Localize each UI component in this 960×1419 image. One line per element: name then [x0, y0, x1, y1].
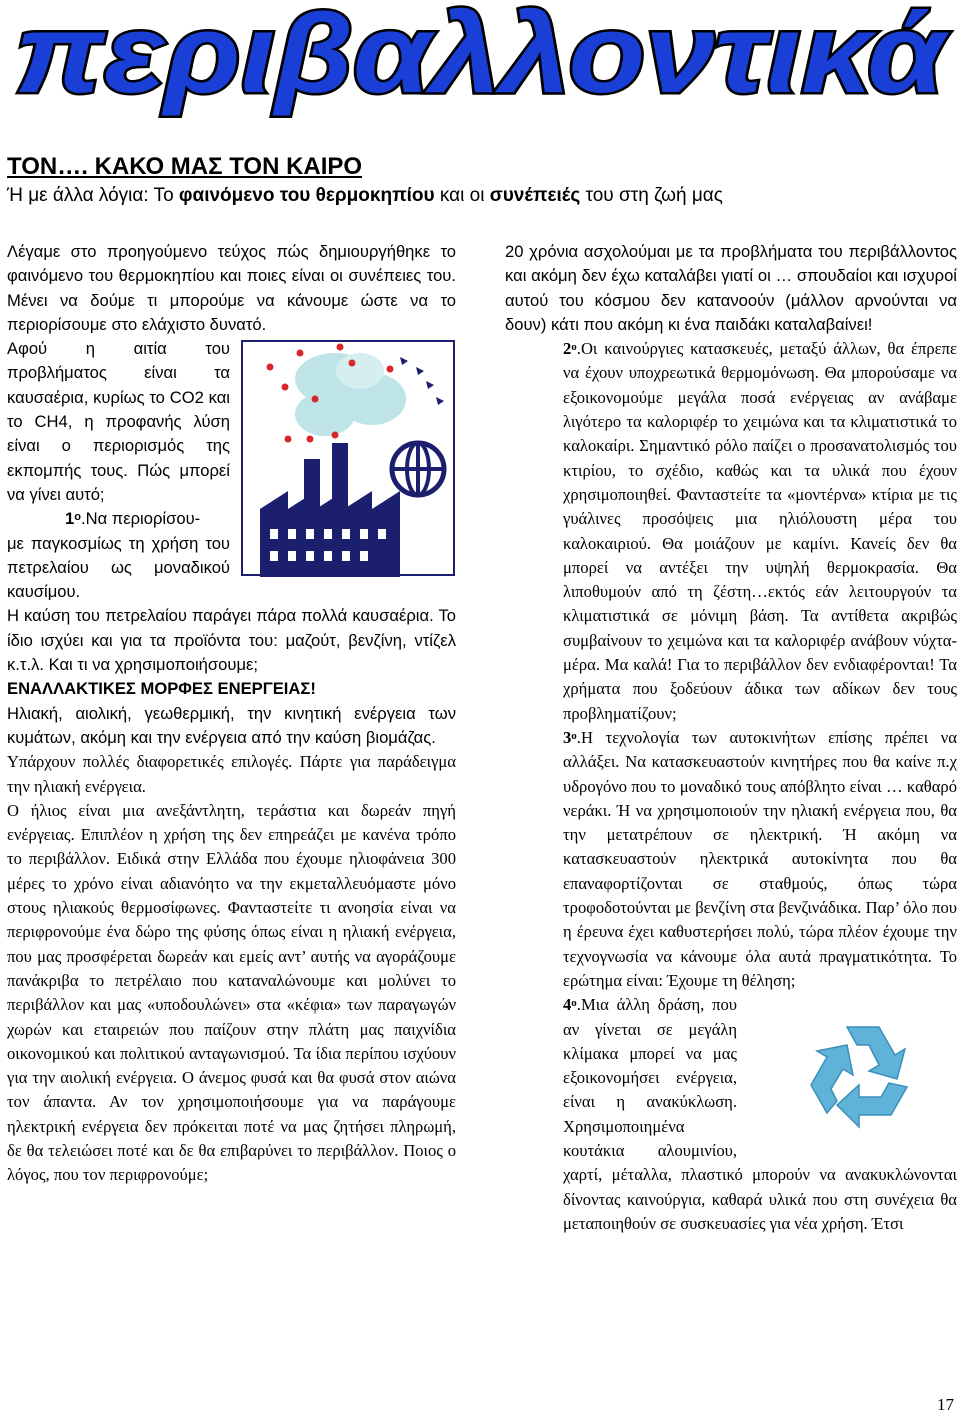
banner-title: περιβαλλοντικά: [15, 0, 951, 116]
left-paragraph-4: Η καύση του πετρελαίου παράγει πάρα πολλά καυσαέρια. Το ίδιο ισχύει και για τα προϊόντα του: μαζούτ, βενζίνη, ντίζελ κ.τ.λ. Και τι να χρησιμοποιήσουμε;: [7, 606, 456, 675]
right-item-3: [505, 726, 957, 993]
left-column: [7, 240, 456, 1188]
item-1-sup: ο: [74, 511, 81, 524]
subtitle-mid: και οι: [434, 185, 490, 206]
item-3-number: 3: [563, 727, 572, 747]
article-subtitle: [7, 182, 957, 210]
item-1-number: 1: [65, 509, 75, 529]
subtitle-bold-1: φαινόμενο του θερμοκηπίου: [178, 185, 435, 206]
item-3-text: .Η τεχνολογία των αυτοκινήτων επίσης πρέπει να αλλάξει. Να κατασκευαστούν κινητήρες που θα καίνε π.χ υδρογόνο που το μοναδικό τους απόβλητο είναι … καθαρό νεράκι. Ή να χρησιμοποιούν την ηλιακή ενέργεια που, θα την μετατρέπουν σε ηλεκτρική. Ή ακόμη να κατασκευαστούν ηλεκτρικά αυτοκίνητα που θα επαναφορτίζονται σε σταθμούς, όπως τώρα τροφοδοτούνται με βενζίνη στα βενζινάδικα. Παρ’ όλο που η έρευνα έχει καθυστερήσει πολύ, τώρα πλέον έχουμε την τεχνογνωσία να κάνουμε όλα αυτά πραγματικότητα. Το ερώτημα είναι: Έχουμε τη θέληση;: [563, 727, 957, 990]
recycle-illustration: [743, 999, 957, 1147]
item-1-lead: .Να περιορίσου-: [80, 509, 201, 529]
item-2-text: .Οι καινούργιες κατασκευές, μεταξύ άλλων, θα έπρεπε να έχουν υποχρεωτικά θερμομόνωση. Θα μπορούσαμε να εξοικονομούμε μεγάλα ποσά ενέργειας αν ανάβαμε λιγότερο τα καλοριφέρ το χειμώνα και τα κλιματιστικά το καλοκαίρι. Σημαντικό ρόλο παίζει ο προσανατολισμός του κτιρίου, το σχέδιο, καθώς και τα υλικά που έχουν χρησιμοποιηθεί. Φανταστείτε τα «μοντέρνα» κτίρια με τις γυάλινες προσόψεις μια ηλιόλουστη μέρα του καλοκαιριού. Θα μοιάζουν με καμίνι. Κανείς δεν θα μπορεί να αντέξει την υψηλή θερμοκρασία. Θα λιποθυμούν από τη ζέστη…εκτός εάν λειτουργούν τα κλιματιστικά σε μόνιμη βάση. Τα αντίθετα ακριβώς συμβαίνουν το χειμώνα και τα καλοριφέρ ανάβουν νύχτα-μέρα. Μα καλά! Για το περιβάλλον δεν ενδιαφέρονται! Τα χρήματα που ξοδεύουν άδικα των αδίκων δεν τους προβληματίζουν;: [563, 339, 957, 723]
left-item-1-text: με παγκοσμίως τη χρήση του πετρελαίου ως μοναδικού καυσίμου.: [7, 533, 230, 602]
article-heading: [7, 152, 957, 210]
page-number: 17: [937, 1395, 954, 1414]
alternative-energy-heading: ΕΝΑΛΛΑΚΤΙΚΕΣ ΜΟΡΦΕΣ ΕΝΕΡΓΕΙΑΣ!: [7, 679, 316, 699]
left-paragraph-8: Ο ήλιος είναι μια ανεξάντλητη, τεράστια και δωρεάν πηγή ενέργειας. Επιπλέον η χρήση της δεν επηρεάζει με κανένα τρόπο το περιβάλλον. Ειδικά στην Ελλάδα που έχουμε ηλιοφάνεια 300 μέρες το χρόνο είναι αδιανόητο να την εκμεταλλευόμαστε μόνο στους ηλιακούς θερμοσίφωνες. Φανταστείτε τι ανοησία είναι να περιφρονούμε ένα δώρο της φύσης όπως είναι η ηλιακή ενέργεια, που μας προσφέρεται δωρεάν και εμείς αντ’ αυτής να αγοράζουμε πανάκριβα το πετρέλαιο που καταναλώνουμε και μολύνει το περιβάλλον και μας «υποδουλώνει» στα «κέφια» των παραγωγών χωρών και εταιρειών που παίζουν στην πλάτη μας παιχνίδια οικονομικού και πολιτικού ανταγωνισμού. Τα ίδια περίπου ισχύουν για την αιολική ενέργεια. Ο άνεμος φυσά και θα φυσά στον αιώνα τον άπαντα. Αν τον χρησιμοποιήσουμε για να παράγουμε ηλεκτρική ενέργεια δεν πρόκειται ποτέ να μας ζητήσει πληρωμή, δε θα τελειώσει ποτέ και δε θα επιβαρύνει το περιβάλλον. Ποιος ο λόγος, που τον περιφρονούμε;: [7, 800, 456, 1185]
item-4-text: .Μια άλλη δράση, που αν γίνεται σε μεγάλη κλίμακα μπορεί να μας εξοικονομήσει ενέργεια, είναι η ανακύκλωση. Χρησιμοποιημένα κουτάκια αλουμινίου, χαρτί, μέταλλα, πλαστικό μπορούν να ανακυκλώνονται δίνοντας καινούργια, καθαρά υλικά που στη συνέχεια θα μεταποιηθούν σε συσκευασίες για νέα χρήση. Έτσι: [563, 995, 957, 1233]
right-item-2: [505, 337, 957, 726]
article-title: ΤΟΝ…. ΚΑΚΟ ΜΑΣ ΤΟΝ ΚΑΙΡΟ: [7, 153, 363, 180]
subtitle-end: του στη ζωή μας: [580, 185, 723, 206]
item-2-sup: ο: [571, 341, 577, 354]
left-paragraph-1: Λέγαμε στο προηγούμενο τεύχος πώς δημιουργήθηκε το φαινόμενο του θερμοκηπίου και ποιες είναι οι συνέπειες του. Μένει να δούμε τι μπορούμε να κάνουμε ώστε να το περιορίσουμε στο ελάχιστο δυνατό.: [7, 242, 456, 334]
subtitle-start: Ή με άλλα λόγια: Το: [7, 185, 179, 206]
right-paragraph-1: 20 χρόνια ασχολούμαι με τα προβλήματα του περιβάλλοντος και ακόμη δεν έχω καταλάβει γιατί οι … σπουδαίοι και ισχυροί αυτού του κόσμου δεν κατανοούν (μάλλον αρνούνται να δουν) κάτι που ακόμη κι ένα παιδάκι καταλαβαίνει!: [505, 242, 957, 334]
right-column: [505, 240, 957, 1236]
item-4-sup: ο: [571, 997, 577, 1010]
header-banner: [0, 0, 960, 125]
left-paragraph-2: Αφού η αιτία του προβλήματος είναι τα καυσαέρια, κυρίως το CO2 και το CH4, η προφανής λύση είναι ο περιορισμός της εκπομπής τους. Πώς μπορεί να γίνει αυτό;: [7, 339, 230, 504]
item-4-number: 4: [563, 995, 572, 1015]
item-3-sup: ο: [571, 729, 577, 742]
factory-illustration: [240, 339, 456, 577]
item-2-number: 2: [563, 339, 572, 359]
left-paragraph-6: Ηλιακή, αιολική, γεωθερμική, την κινητική ενέργεια των κυμάτων, ακόμη και την ενέργεια από την καύση βιομάζας.: [7, 703, 456, 747]
subtitle-bold-2: συνέπειές: [489, 185, 581, 206]
left-paragraph-7: Υπάρχουν πολλές διαφορετικές επιλογές. Πάρτε για παράδειγμα την ηλιακή ενέργεια.: [7, 752, 456, 796]
